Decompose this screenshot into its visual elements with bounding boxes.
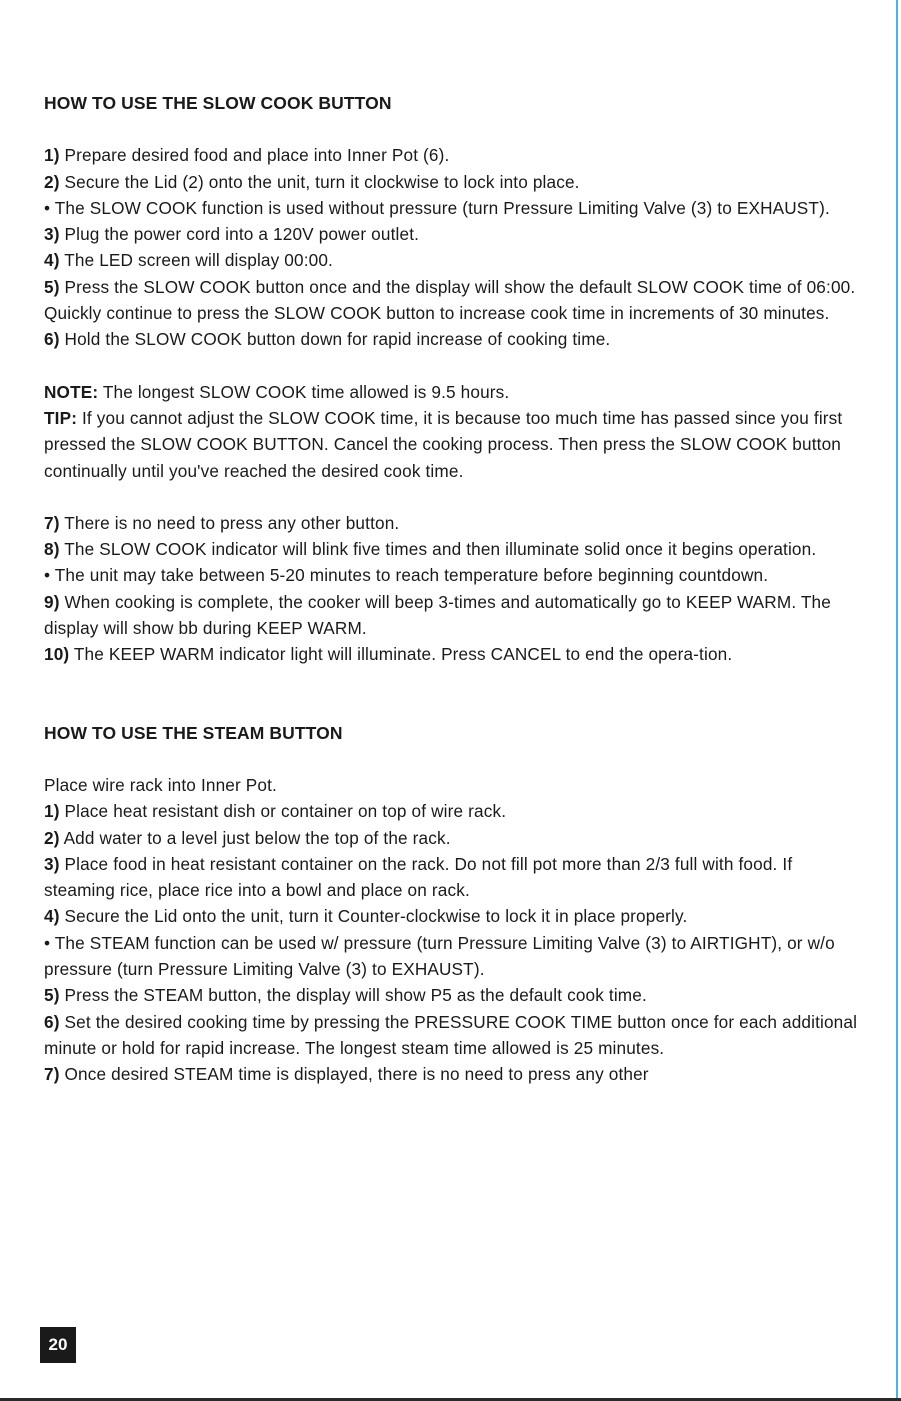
steam-step-2: 2) Add water to a level just below the top of the rack.: [44, 827, 451, 848]
step-7: 7) There is no need to press any other button.: [44, 512, 400, 533]
slow-cook-bullet-2: • The unit may take between 5-20 minutes to reach temperature before beginning countdown.: [44, 565, 769, 586]
slow-cook-steps-b: [44, 510, 859, 668]
page-content: [44, 90, 859, 1088]
steam-intro: Place wire rack into Inner Pot.: [44, 774, 277, 795]
page-number: 20: [40, 1327, 76, 1363]
tip: TIP: If you cannot adjust the SLOW COOK time, it is because too much time has passed since you first pressed the SLOW COOK BUTTON. Cancel the cooking process. Then press the SLOW COOK button continually until you've reached the desired cook time.: [44, 407, 843, 481]
step-9: 9) When cooking is complete, the cooker will beep 3-times and automatically go to KEEP WARM. The display will show bb during KEEP WARM.: [44, 591, 831, 639]
slow-cook-heading: HOW TO USE THE SLOW COOK BUTTON: [44, 93, 392, 113]
steam-heading: HOW TO USE THE STEAM BUTTON: [44, 722, 343, 743]
steam-step-5: 5) Press the STEAM button, the display will show P5 as the default cook time.: [44, 985, 647, 1006]
step-6: 6) Hold the SLOW COOK button down for rapid increase of cooking time.: [44, 329, 611, 350]
slow-cook-bullet: • The SLOW COOK function is used without pressure (turn Pressure Limiting Valve (3) to EXHAUST).: [44, 197, 830, 218]
steam-bullet: • The STEAM function can be used w/ pressure (turn Pressure Limiting Valve (3) to AIRTIGHT), or w/o pressure (turn Pressure Limiting Valve (3) to EXHAUST).: [44, 932, 835, 980]
step-10: 10) The KEEP WARM indicator light will illuminate. Press CANCEL to end the opera-tion.: [44, 644, 733, 665]
step-5: 5) Press the SLOW COOK button once and the display will show the default SLOW COOK time of 06:00. Quickly continue to press the SLOW COOK button to increase cook time in increments of 30 minutes.: [44, 276, 856, 324]
step-8: 8) The SLOW COOK indicator will blink five times and then illuminate solid once it begins operation.: [44, 539, 817, 560]
note: NOTE: The longest SLOW COOK time allowed is 9.5 hours.: [44, 381, 510, 402]
steam-step-3: 3) Place food in heat resistant container on the rack. Do not fill pot more than 2/3 full with food. If steaming rice, place rice into a bowl and place on rack.: [44, 853, 793, 901]
page-edge-line: [896, 0, 898, 1401]
steam-step-7: 7) Once desired STEAM time is displayed, there is no need to press any other: [44, 1064, 649, 1085]
steam-step-6: 6) Set the desired cooking time by pressing the PRESSURE COOK TIME button once for each additional minute or hold for rapid increase. The longest steam time allowed is 25 minutes.: [44, 1011, 858, 1058]
step-2: 2) Secure the Lid (2) onto the unit, turn it clockwise to lock into place.: [44, 171, 580, 192]
steam-step-4: 4) Secure the Lid onto the unit, turn it Counter-clockwise to lock it in place properly.: [44, 906, 688, 927]
step-3: 3) Plug the power cord into a 120V power outlet.: [44, 224, 420, 245]
steam-step-1: 1) Place heat resistant dish or container on top of wire rack.: [44, 801, 507, 822]
step-4: 4) The LED screen will display 00:00.: [44, 250, 333, 271]
slow-cook-steps-a: [44, 142, 859, 352]
steam-steps: [44, 772, 859, 1088]
step-1: 1) Prepare desired food and place into Inner Pot (6).: [44, 145, 450, 166]
